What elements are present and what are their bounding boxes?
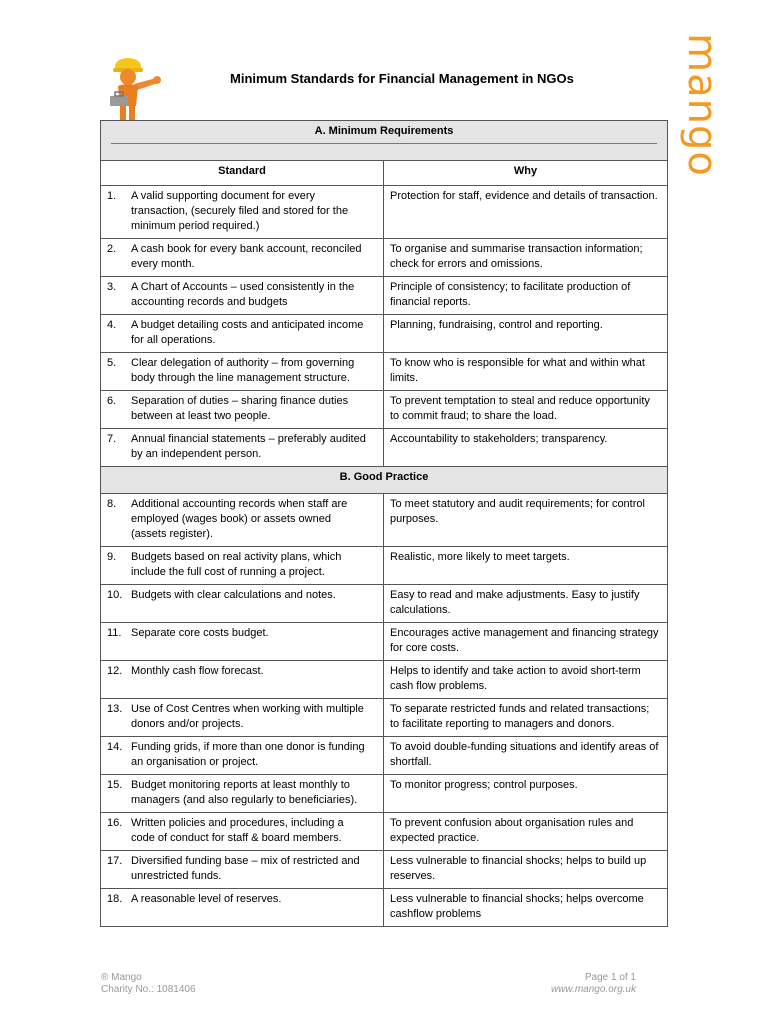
standard-cell: [101, 494, 384, 547]
table-row: [101, 775, 668, 813]
page-title: Minimum Standards for Financial Management in NGOs: [230, 71, 574, 86]
section-b-rows: [101, 494, 668, 927]
footer-url[interactable]: www.mango.org.uk: [550, 984, 636, 995]
brand-logo: [672, 33, 732, 177]
table-row: [101, 699, 668, 737]
standard-text: A valid supporting document for every transaction, (securely filed and stored for the minimum period required.): [131, 190, 349, 232]
table-row: [101, 585, 668, 623]
column-headers: [101, 161, 668, 186]
why-cell: Planning, fundraising, control and reporting.: [384, 315, 668, 353]
standard-text: Budgets based on real activity plans, which include the full cost of running a project.: [131, 551, 342, 578]
table-row: [101, 889, 668, 927]
why-cell: Protection for staff, evidence and details of transaction.: [384, 186, 668, 239]
construction-worker-icon: [104, 56, 162, 124]
footer-page: Page 1 of 1: [584, 972, 636, 983]
table-row: [101, 494, 668, 547]
standard-cell: [101, 623, 384, 661]
standard-cell: [101, 585, 384, 623]
why-cell: Less vulnerable to financial shocks; helps to build up reserves.: [384, 851, 668, 889]
why-cell: To know who is responsible for what and within what limits.: [384, 353, 668, 391]
standard-cell: [101, 315, 384, 353]
standard-cell: [101, 239, 384, 277]
standard-cell: [101, 889, 384, 927]
row-number: 12.: [107, 665, 123, 677]
row-number: 11.: [107, 627, 122, 639]
why-cell: To prevent confusion about organisation rules and expected practice.: [384, 813, 668, 851]
standard-cell: [101, 186, 384, 239]
row-number: 10.: [107, 589, 123, 601]
why-cell: To meet statutory and audit requirements; for control purposes.: [384, 494, 668, 547]
footer-left: [101, 972, 196, 996]
table-row: [101, 623, 668, 661]
why-cell: Less vulnerable to financial shocks; helps overcome cashflow problems: [384, 889, 668, 927]
row-number: 17.: [107, 855, 123, 867]
row-number: 2.: [107, 243, 117, 255]
why-cell: Realistic, more likely to meet targets.: [384, 547, 668, 585]
standard-text: Use of Cost Centres when working with multiple donors and/or projects.: [131, 703, 364, 730]
standard-text: A cash book for every bank account, reconciled every month.: [131, 243, 362, 270]
why-cell: Accountability to stakeholders; transparency.: [384, 429, 668, 467]
table-row: [101, 391, 668, 429]
standard-text: Written policies and procedures, including a code of conduct for staff & board members.: [131, 817, 344, 844]
table-row: [101, 186, 668, 239]
table-row: [101, 813, 668, 851]
standard-cell: [101, 737, 384, 775]
row-number: 18.: [107, 893, 123, 905]
standard-text: A budget detailing costs and anticipated income for all operations.: [131, 319, 364, 346]
why-cell: To prevent temptation to steal and reduce opportunity to commit fraud; to share the load.: [384, 391, 668, 429]
row-number: 5.: [107, 357, 117, 369]
row-number: 4.: [107, 319, 117, 331]
row-number: 3.: [107, 281, 117, 293]
why-cell: Encourages active management and financing strategy for core costs.: [384, 623, 668, 661]
table-row: [101, 851, 668, 889]
table-row: [101, 353, 668, 391]
section-b-title: B. Good Practice: [101, 467, 668, 494]
why-cell: Easy to read and make adjustments. Easy to justify calculations.: [384, 585, 668, 623]
row-number: 9.: [107, 551, 117, 563]
table-row: [101, 547, 668, 585]
table-row: [101, 239, 668, 277]
standard-cell: [101, 851, 384, 889]
footer-copyright: ® Mango: [101, 972, 142, 983]
footer-right: [480, 972, 636, 996]
row-number: 8.: [107, 498, 117, 510]
standard-text: Clear delegation of authority – from governing body through the line management structure.: [131, 357, 355, 384]
standard-cell: [101, 429, 384, 467]
standard-text: A Chart of Accounts – used consistently in the accounting records and budgets: [131, 281, 355, 308]
row-number: 15.: [107, 779, 123, 791]
table-row: [101, 315, 668, 353]
standard-text: Separation of duties – sharing finance duties between at least two people.: [131, 395, 349, 422]
standards-table: [100, 120, 668, 927]
row-number: 1.: [107, 190, 117, 202]
col-why: Why: [384, 161, 668, 186]
row-number: 6.: [107, 395, 117, 407]
table-row: [101, 737, 668, 775]
standard-cell: [101, 775, 384, 813]
standard-cell: [101, 813, 384, 851]
standard-text: A reasonable level of reserves.: [131, 893, 282, 905]
standard-cell: [101, 661, 384, 699]
why-cell: To organise and summarise transaction information; check for errors and omissions.: [384, 239, 668, 277]
standard-text: Diversified funding base – mix of restricted and unrestricted funds.: [131, 855, 360, 882]
why-cell: To monitor progress; control purposes.: [384, 775, 668, 813]
standard-cell: [101, 277, 384, 315]
why-cell: To separate restricted funds and related transactions; to facilitate reporting to managers and donors.: [384, 699, 668, 737]
brand-text: mango: [679, 33, 725, 177]
standard-cell: [101, 353, 384, 391]
table-row: [101, 429, 668, 467]
standard-text: Annual financial statements – preferably audited by an independent person.: [131, 433, 366, 460]
standard-text: Budget monitoring reports at least monthly to managers (and also regularly to beneficiaries).: [131, 779, 358, 806]
row-number: 14.: [107, 741, 123, 753]
why-cell: Principle of consistency; to facilitate production of financial reports.: [384, 277, 668, 315]
section-a-title: A. Minimum Requirements: [111, 124, 657, 144]
row-number: 7.: [107, 433, 117, 445]
table-row: [101, 661, 668, 699]
section-a-header: [101, 121, 668, 161]
standard-cell: [101, 391, 384, 429]
why-cell: To avoid double-funding situations and identify areas of shortfall.: [384, 737, 668, 775]
standard-cell: [101, 547, 384, 585]
standard-text: Budgets with clear calculations and notes.: [131, 589, 336, 601]
standard-text: Monthly cash flow forecast.: [131, 665, 264, 677]
section-a-rows: [101, 186, 668, 467]
standard-text: Funding grids, if more than one donor is funding an organisation or project.: [131, 741, 365, 768]
standard-cell: [101, 699, 384, 737]
row-number: 13.: [107, 703, 123, 715]
why-cell: Helps to identify and take action to avoid short-term cash flow problems.: [384, 661, 668, 699]
col-standard: Standard: [101, 161, 384, 186]
row-number: 16.: [107, 817, 123, 829]
standard-text: Additional accounting records when staff are employed (wages book) or assets owned (assets register).: [131, 498, 348, 540]
section-b-header: [101, 467, 668, 494]
table-row: [101, 277, 668, 315]
footer-charity: Charity No.: 1081406: [101, 984, 196, 995]
standard-text: Separate core costs budget.: [131, 627, 269, 639]
